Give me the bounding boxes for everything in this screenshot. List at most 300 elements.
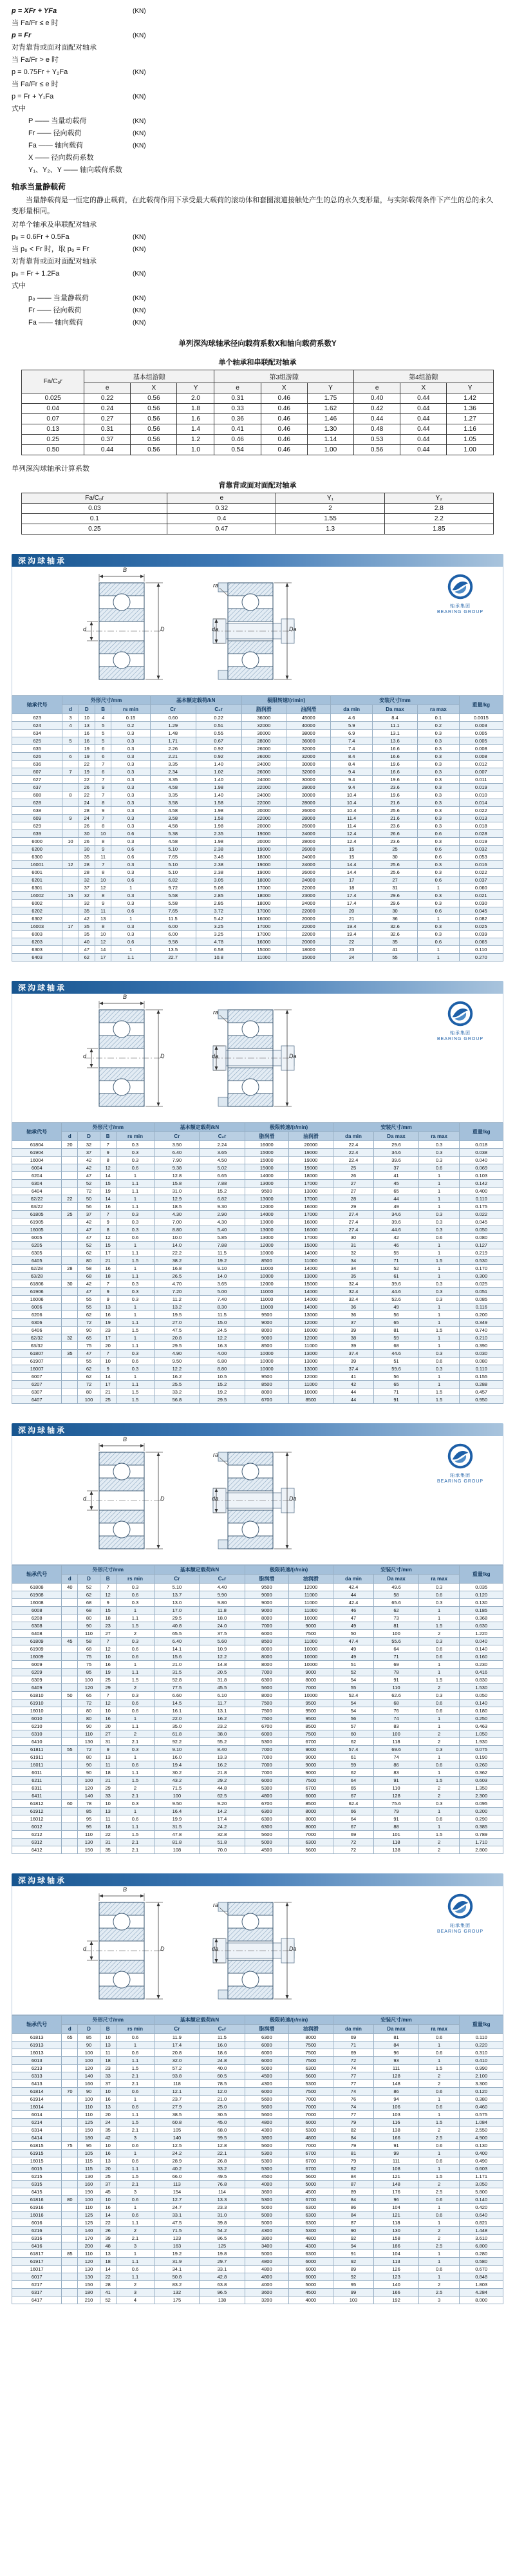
table-cell: 15000 <box>286 954 331 961</box>
table-cell <box>62 807 79 815</box>
brand-name: 轴承集团 <box>450 1924 471 1928</box>
table-cell: 61817 <box>12 2250 62 2258</box>
table-row <box>12 2242 503 2250</box>
table-cell: 9.50 <box>154 1800 200 1808</box>
table-row <box>12 838 503 846</box>
formula-line: 当 Fa/Fr ≤ e 时 <box>12 19 59 27</box>
table-cell: 0.270 <box>459 954 503 961</box>
table-cell: 34 <box>333 1257 374 1265</box>
column-subheader-Da: Da max <box>372 705 417 714</box>
table-cell: 10000 <box>245 1365 289 1373</box>
table-cell: 79 <box>333 2142 374 2150</box>
table-cell: 31 <box>333 1242 374 1249</box>
unit-label: (KN) <box>133 295 146 302</box>
table-cell: 1.00 <box>307 445 353 455</box>
dim-label-Da: Da <box>289 1495 297 1502</box>
table-cell: 71 <box>374 1257 419 1265</box>
table-cell: 6200 <box>12 846 62 853</box>
bearing-mounting-svg <box>212 1889 295 2012</box>
table-cell: 2 <box>418 2227 460 2235</box>
table-cell: 12 <box>95 884 111 892</box>
brand-name: 轴承集团 <box>450 1473 471 1478</box>
table-cell <box>62 2289 78 2297</box>
table-cell: 9000 <box>245 1319 289 1327</box>
table-cell: 14 <box>95 946 111 954</box>
column-subheader-ra: ra max <box>418 705 459 714</box>
brand-name-en: BEARING GROUP <box>436 1479 484 1484</box>
table-cell: 0.3 <box>418 1599 460 1607</box>
table-cell: 0.065 <box>459 938 503 946</box>
table-cell: 4000 <box>245 2181 289 2188</box>
table-cell: 1.75 <box>307 393 353 404</box>
table-cell: 200 <box>78 2242 100 2250</box>
table-cell <box>62 1203 78 1211</box>
table-cell: 6300 <box>289 2250 333 2258</box>
column-subheader-Da: Da max <box>374 2025 419 2034</box>
table-cell: 8500 <box>289 1723 333 1730</box>
table-row <box>12 954 503 961</box>
table-cell: 1.6 <box>177 414 214 424</box>
table-cell: 0.362 <box>460 1769 503 1777</box>
table-cell: 95 <box>333 2281 374 2289</box>
table-cell: 6408 <box>12 1630 62 1638</box>
table-cell: 1 <box>418 1808 460 1815</box>
table-cell: 3.300 <box>460 2080 503 2088</box>
table-cell: 1.5 <box>418 1257 460 1265</box>
table-cell: 635 <box>12 745 62 753</box>
table-cell: 110 <box>374 1785 419 1792</box>
table-cell <box>62 1342 78 1350</box>
table-cell: 21.6 <box>372 815 417 822</box>
table-cell: 1 <box>418 946 459 954</box>
table-cell: 23.7 <box>154 2096 200 2103</box>
table-cell: 11000 <box>289 1342 333 1350</box>
table-cell: 45.0 <box>200 2119 245 2126</box>
table-cell: 61906 <box>12 1288 62 1296</box>
table-cell: 3 <box>116 2134 154 2142</box>
table-cell: 11000 <box>241 954 286 961</box>
table-cell: 5.10 <box>150 869 196 876</box>
table-cell: 16008 <box>12 1599 62 1607</box>
table-cell: 61812 <box>12 1800 62 1808</box>
table-cell: 9 <box>100 1296 116 1303</box>
table-cell: 40000 <box>286 722 331 730</box>
table-cell: 0.42 <box>354 404 400 414</box>
table-cell: 39 <box>333 1327 374 1334</box>
column-subheader-e: e <box>84 383 131 393</box>
table-cell <box>62 946 79 954</box>
table-row <box>12 1584 503 1591</box>
table-cell: 1.1 <box>116 1381 154 1388</box>
table-cell: 138 <box>374 1846 419 1854</box>
table-cell: 55.6 <box>374 1638 419 1645</box>
table-cell: 93 <box>374 2057 419 2065</box>
table-cell: 0.022 <box>459 807 503 815</box>
unit-label: (KN) <box>133 130 146 137</box>
table-cell: 0.210 <box>460 1334 503 1342</box>
table-cell: 14000 <box>289 1296 333 1303</box>
table-cell: 4800 <box>245 2266 289 2273</box>
table-cell: 140 <box>78 2227 100 2235</box>
table-cell: 1.42 <box>447 393 493 404</box>
table-cell: 19.6 <box>372 761 417 768</box>
table-cell: 38000 <box>286 730 331 737</box>
column-group-load: 基本额定载荷/kN <box>150 696 241 705</box>
table-cell: 41 <box>333 1373 374 1381</box>
table-cell: 5300 <box>245 1738 289 1746</box>
table-cell: 11 <box>100 1761 116 1769</box>
table-cell: 31 <box>372 884 417 892</box>
table-cell: 0.3 <box>116 1280 154 1288</box>
table-cell: 38.2 <box>154 1257 200 1265</box>
table-cell: 0.390 <box>460 1342 503 1350</box>
column-header-code: 轴承代号 <box>12 1123 62 1141</box>
table-cell: 59.6 <box>374 1365 419 1373</box>
table-cell: 42 <box>78 1280 100 1288</box>
table-cell <box>62 2165 78 2173</box>
dim-label-D: D <box>160 1052 165 1059</box>
table-cell: 6000 <box>245 1730 289 1738</box>
table-cell: 51.8 <box>200 1839 245 1846</box>
table-cell: 21.0 <box>200 2096 245 2103</box>
table-cell: 2.1 <box>116 2126 154 2134</box>
table-cell: 0.31 <box>214 393 261 404</box>
table-cell: 85 <box>78 2034 100 2041</box>
table-cell: 0.3 <box>418 768 459 776</box>
table-cell: 110 <box>78 2103 100 2111</box>
table-cell: 16.8 <box>154 1265 200 1273</box>
table-row <box>12 1591 503 1599</box>
table-cell: 24000 <box>286 876 331 884</box>
table-cell: 6211 <box>12 1777 62 1785</box>
table-cell: 9.4 <box>331 768 372 776</box>
table-cell: 150 <box>78 2281 100 2289</box>
table-cell: 4500 <box>245 1846 289 1854</box>
table-cell: 0.140 <box>460 1645 503 1653</box>
table-cell: 0.005 <box>459 737 503 745</box>
table-cell: 4.00 <box>200 1350 245 1358</box>
table-row <box>12 730 503 737</box>
table-cell: 7000 <box>289 2111 333 2119</box>
table-cell: 0.116 <box>460 1303 503 1311</box>
table-cell <box>62 1684 78 1692</box>
table-cell: 128 <box>374 1792 419 1800</box>
table-cell: 0.46 <box>261 445 307 455</box>
table-cell <box>62 1164 78 1172</box>
table-row <box>12 1815 503 1823</box>
table-row <box>12 1599 503 1607</box>
table-cell: 1.1 <box>116 1180 154 1188</box>
column-group-speed: 极限转速/(r/min) <box>245 1566 333 1575</box>
table-cell: 0.220 <box>460 2041 503 2049</box>
table-cell: 7.65 <box>150 853 196 861</box>
table-cell: 9.72 <box>150 884 196 892</box>
table-cell: 2 <box>418 1846 460 1854</box>
table-cell: 87 <box>333 2181 374 2188</box>
table-cell: 3.58 <box>150 815 196 822</box>
table-cell: 1.98 <box>196 807 241 815</box>
table-cell: 20 <box>100 1723 116 1730</box>
table-cell: 22 <box>79 776 95 784</box>
table-cell: 1 <box>418 1303 460 1311</box>
table-cell: 19 <box>79 745 95 753</box>
table-cell: 0.040 <box>460 1157 503 1164</box>
table-cell: 1 <box>418 1661 460 1669</box>
formula-line: 对背靠背或面对面配对轴承 <box>12 44 97 52</box>
table-cell: 6700 <box>289 2150 333 2157</box>
table-cell: 4 <box>95 714 111 722</box>
table-cell: 627 <box>12 776 62 784</box>
table-cell: 9500 <box>289 1700 333 1707</box>
catalog-section-1 <box>12 554 503 961</box>
table-cell: 20000 <box>286 915 331 923</box>
table-cell: 0.50 <box>22 445 84 455</box>
table-cell: 0.014 <box>459 799 503 807</box>
formula-line: X —— 径向载荷系数 <box>28 154 94 162</box>
table-cell: 0.0015 <box>459 714 503 722</box>
formula-line: p = Fr + Y₁Fa (KN) <box>12 91 503 103</box>
table-cell: 6214 <box>12 2119 62 2126</box>
table-cell: 0.038 <box>460 1149 503 1157</box>
table-cell: 17000 <box>241 907 286 915</box>
table-cell: 3400 <box>245 2242 289 2250</box>
table-cell: 90 <box>78 2041 100 2049</box>
table-row <box>12 1303 503 1311</box>
table-cell: 30 <box>372 853 417 861</box>
table-cell: 7000 <box>245 1622 289 1630</box>
table-cell: 0.190 <box>460 1754 503 1761</box>
table-cell: 58 <box>78 1265 100 1273</box>
unit-label: (KN) <box>133 319 146 327</box>
table-cell: 0.003 <box>459 722 503 730</box>
table-cell: 62/22 <box>12 1195 62 1203</box>
table-cell: 6312 <box>12 1839 62 1846</box>
table-row <box>12 1761 503 1769</box>
table-cell: 9 <box>95 846 111 853</box>
table-cell: 0.3 <box>418 737 459 745</box>
table-cell: 10 <box>95 830 111 838</box>
table-row <box>22 435 493 445</box>
table-cell: 5600 <box>289 1846 333 1854</box>
table-cell: 639 <box>12 830 62 838</box>
table-cell <box>62 2126 78 2134</box>
table-row <box>12 753 503 761</box>
table-cell: 61809 <box>12 1638 62 1645</box>
table-cell: 16.6 <box>372 745 417 753</box>
table-cell: 100 <box>78 1396 100 1404</box>
table-cell: 49.6 <box>374 1584 419 1591</box>
table-cell <box>62 1808 78 1815</box>
table-cell: 6207 <box>12 1381 62 1388</box>
table-cell: 7.65 <box>150 907 196 915</box>
table-cell: 1.1 <box>116 1342 154 1350</box>
column-subheader-y: Y <box>177 383 214 393</box>
table-cell: 1 <box>116 1334 154 1342</box>
table-row <box>12 822 503 830</box>
bearing-section-svg <box>83 1435 167 1562</box>
unit-label: (KN) <box>133 307 146 314</box>
table-cell: 11000 <box>289 1381 333 1388</box>
table-row <box>12 1692 503 1700</box>
column-subheader-da: da min <box>331 705 372 714</box>
table-cell: 12000 <box>245 1280 289 1288</box>
section-title-bar <box>12 554 503 567</box>
table-row <box>12 2103 503 2111</box>
table-cell: 41 <box>100 2289 116 2297</box>
table-cell: 1.5 <box>116 1622 154 1630</box>
table-cell: 150 <box>78 2126 100 2134</box>
table-cell: 24000 <box>286 830 331 838</box>
column-subheader-D: D <box>78 1132 100 1141</box>
table-cell: 16 <box>100 1311 116 1319</box>
brand-logo <box>436 1000 485 1042</box>
formula-line: p = XFr + YFa (KN) <box>12 5 503 17</box>
section-title-bar <box>12 1423 503 1436</box>
table-cell: 6300 <box>289 1839 333 1846</box>
column-subheader-x: X <box>261 383 307 393</box>
table-cell <box>62 1242 78 1249</box>
table-cell: 4.30 <box>154 1211 200 1218</box>
brand-logo <box>436 1893 485 1935</box>
table-cell: 84 <box>333 2173 374 2181</box>
table-cell: 1.5 <box>116 2065 154 2072</box>
table-cell: 18000 <box>289 1172 333 1180</box>
table-cell: 1.1 <box>116 2273 154 2281</box>
table-cell: 55 <box>374 1249 419 1257</box>
table-cell: 24000 <box>286 900 331 907</box>
table-cell: 11 <box>95 907 111 915</box>
table-cell: 5000 <box>245 2065 289 2072</box>
column-subheader-grease: 脂润滑 <box>245 1575 289 1584</box>
table-cell: 34.6 <box>374 1149 419 1157</box>
table-cell: 626 <box>12 753 62 761</box>
table-row <box>12 1381 503 1388</box>
table-cell <box>62 915 79 923</box>
table-cell: 0.6 <box>418 1707 460 1715</box>
table-cell: 12000 <box>289 1319 333 1327</box>
table-cell <box>62 1715 78 1723</box>
table-cell: 5 <box>95 730 111 737</box>
dim-label-da: da <box>212 625 219 632</box>
table-row <box>12 1141 503 1149</box>
table-cell: 75 <box>78 1661 100 1669</box>
table-cell: 28000 <box>286 838 331 846</box>
table-cell: 11.2 <box>154 1296 200 1303</box>
table-cell: 92.2 <box>154 1738 200 1746</box>
formula-line: p = 0.75Fr + Y₂Fa (KN) <box>12 66 503 79</box>
table-cell: 9.30 <box>200 1203 245 1211</box>
table-cell: 1 <box>418 1342 460 1350</box>
table-cell: 0.630 <box>460 1622 503 1630</box>
table-cell: 5300 <box>245 1785 289 1792</box>
table-cell: 0.640 <box>460 2211 503 2219</box>
table-cell <box>62 2219 78 2227</box>
table-cell: 5000 <box>245 2219 289 2227</box>
table-cell: 10 <box>79 714 95 722</box>
table-cell: 118 <box>374 1839 419 1846</box>
table-cell: 0.24 <box>84 404 131 414</box>
bearing-section-svg <box>83 570 167 692</box>
table-cell: 17000 <box>241 931 286 938</box>
formula-line: 轴承当量静载荷 <box>12 182 66 191</box>
table-cell: 8000 <box>245 1388 289 1396</box>
table-cell: 6000 <box>289 2266 333 2273</box>
table-cell: 6000 <box>245 2041 289 2049</box>
table-cell: 6410 <box>12 1738 62 1746</box>
table-cell: 68 <box>78 1599 100 1607</box>
table-cell: 0.740 <box>460 1327 503 1334</box>
formula-line: Fa —— 轴向载荷 (KN) <box>12 317 503 329</box>
table-cell: 1 <box>418 1823 460 1831</box>
table-row <box>12 1211 503 1218</box>
brand-name-en: BEARING GROUP <box>436 1929 484 1934</box>
table-cell: 100 <box>78 1777 100 1785</box>
table-cell: 5.38 <box>150 830 196 838</box>
bearing-data-table <box>12 2015 503 2304</box>
table-cell: 8 <box>62 791 79 799</box>
table-cell: 0.07 <box>22 414 84 424</box>
table-cell: 0.022 <box>459 869 503 876</box>
table-cell: 0.6 <box>116 1815 154 1823</box>
table-cell: 1 <box>418 1754 460 1761</box>
table-cell: 16000 <box>289 1218 333 1226</box>
table-cell: 22 <box>100 1831 116 1839</box>
table-cell: 9.4 <box>331 784 372 791</box>
table-cell: 29.6 <box>374 1141 419 1149</box>
table-cell: 8000 <box>289 1823 333 1831</box>
table-cell: 0.4 <box>167 514 276 524</box>
table-row <box>12 791 503 799</box>
table-cell: 19 <box>79 768 95 776</box>
table-row <box>12 907 503 915</box>
table-cell: 19 <box>100 1669 116 1676</box>
table-cell: 1.5 <box>116 2173 154 2181</box>
table-cell: 35 <box>79 853 95 861</box>
table-cell: 100 <box>78 2057 100 2065</box>
table-cell: 24 <box>79 799 95 807</box>
table-cell: 0.155 <box>460 1373 503 1381</box>
table-cell: 1.5 <box>418 2065 460 2072</box>
brand-logo <box>436 1443 485 1484</box>
table-cell: 29.5 <box>200 1396 245 1404</box>
table-cell: 3600 <box>245 2289 289 2297</box>
dim-label-Da: Da <box>289 1945 297 1952</box>
table-cell: 6000 <box>289 2258 333 2266</box>
table-cell: 10 <box>95 931 111 938</box>
table-row <box>12 1669 503 1676</box>
table-cell: 42 <box>100 2134 116 2142</box>
table-cell: 10.4 <box>331 791 372 799</box>
table-cell: 0.6 <box>418 1358 460 1365</box>
table-cell: 4.40 <box>200 1584 245 1591</box>
table-cell: 3.65 <box>200 1149 245 1157</box>
table-cell: 37 <box>100 2080 116 2088</box>
table-cell: 0.288 <box>460 1381 503 1388</box>
table-cell: 130 <box>374 2227 419 2235</box>
table-cell: 16000 <box>289 1203 333 1211</box>
table-cell: 84 <box>333 2196 374 2204</box>
table-cell: 47 <box>333 1615 374 1622</box>
table-cell <box>62 822 79 830</box>
table-cell: 607 <box>12 768 62 776</box>
table-cell: 61910 <box>12 1700 62 1707</box>
table-cell <box>62 1273 78 1280</box>
table-cell: 9 <box>100 1288 116 1296</box>
table-cell: 0.950 <box>460 1396 503 1404</box>
table-cell: 18 <box>100 2258 116 2266</box>
table-cell: 11000 <box>289 1599 333 1607</box>
table-cell: 29 <box>100 1684 116 1692</box>
